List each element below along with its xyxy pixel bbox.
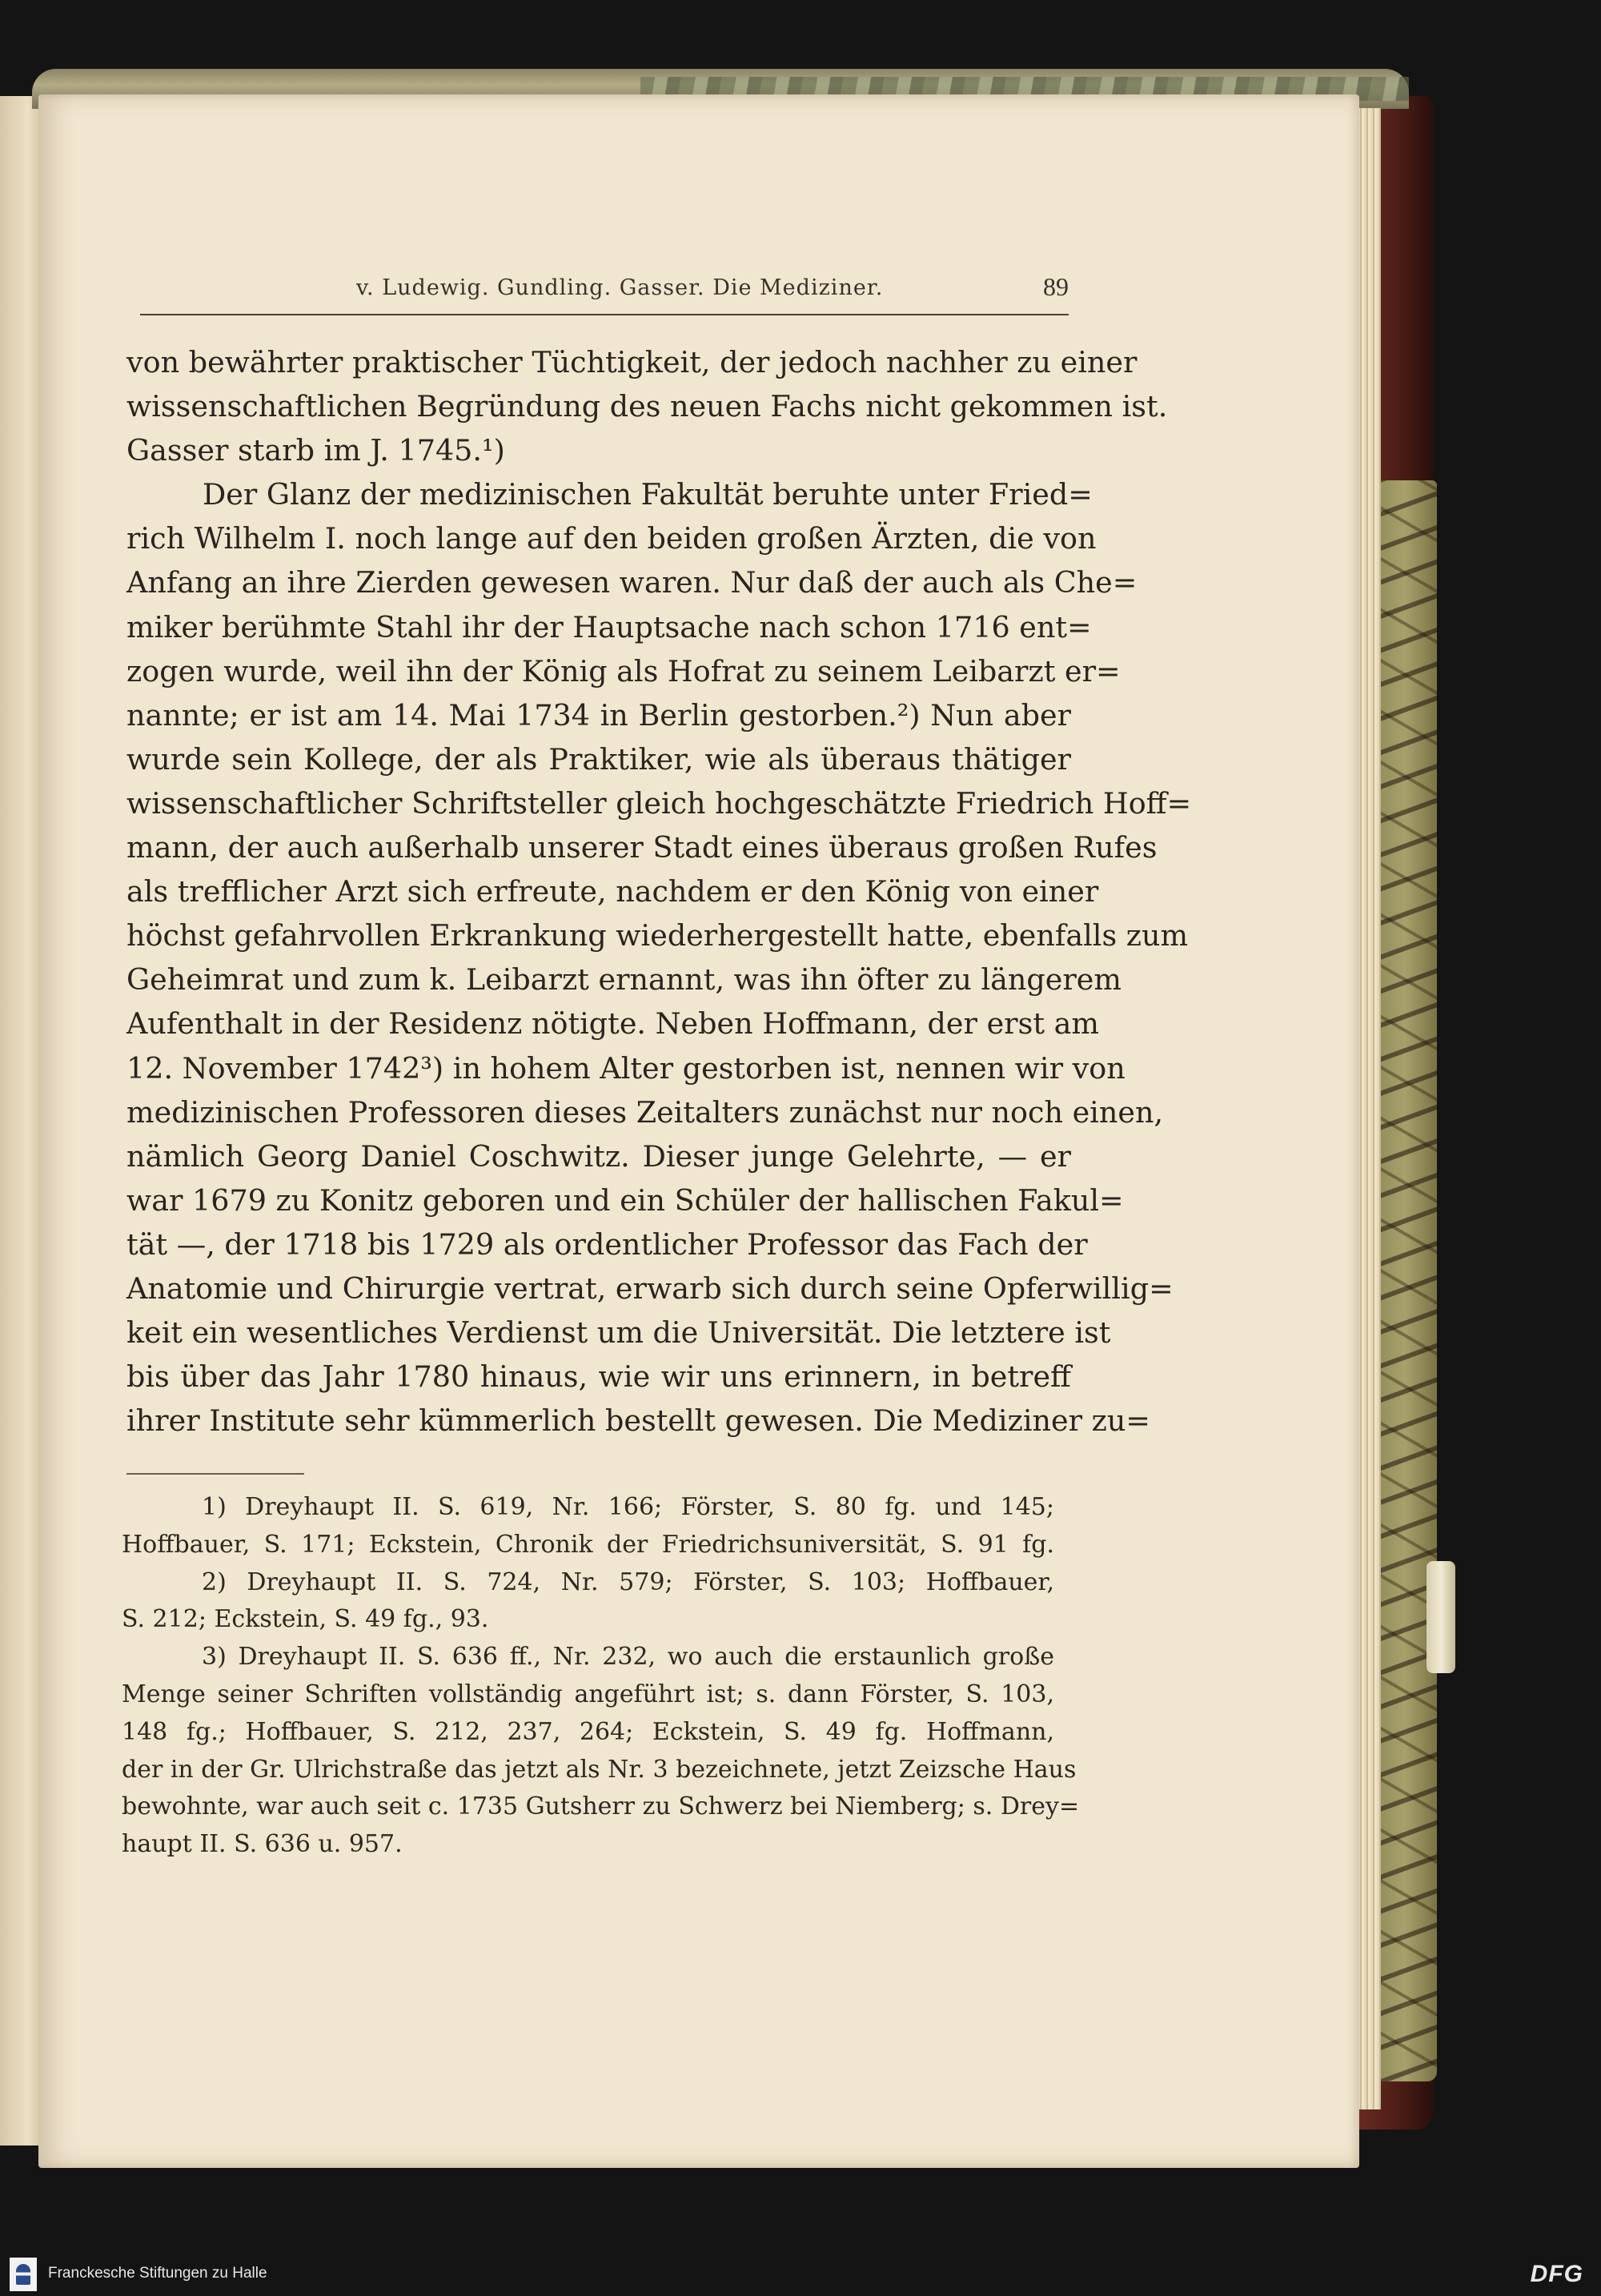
text-line: Geheimrat und zum k. Leibarzt ernannt, was ihn öfter zu längerem [126, 962, 1122, 997]
text-line: wurde sein Kollege, der als Praktiker, wie als überaus thätiger [126, 741, 1071, 777]
institution-label: Franckesche Stiftungen zu Halle [48, 2265, 267, 2282]
text-line: war 1679 zu Konitz geboren und ein Schüler der hallischen Fakul= [126, 1182, 1124, 1218]
crest-icon [16, 2264, 30, 2285]
text-line: Der Glanz der medizinischen Fakultät beruhte unter Fried= [203, 477, 1093, 512]
text-line: Anatomie und Chirurgie vertrat, erwarb sich durch seine Opferwillig= [126, 1270, 1174, 1306]
text-line: höchst gefahrvollen Erkrankung wiederhergestellt hatte, ebenfalls zum [126, 918, 1189, 953]
footnote-line: bewohnte, war auch seit c. 1735 Gutsherr zu Schwerz bei Niemberg; s. Drey= [122, 1792, 1080, 1821]
footnote-line: 148 fg.; Hoffbauer, S. 212, 237, 264; Eckstein, S. 49 fg. Hoffmann, [122, 1717, 1054, 1746]
text-line: als trefflicher Arzt sich erfreute, nachdem er den König von einer [126, 874, 1099, 909]
institution-logo-icon [10, 2258, 37, 2291]
footnote-line: der in der Gr. Ulrichstraße das jetzt als Nr. 3 bezeichnete, jetzt Zeizsche Haus [122, 1755, 1077, 1784]
text-line: nämlich Georg Daniel Coschwitz. Dieser junge Gelehrte, — er [126, 1138, 1071, 1174]
text-line: zogen wurde, weil ihn der König als Hofrat zu seinem Leibarzt er= [126, 653, 1121, 688]
running-header [140, 272, 1069, 311]
text-line: rich Wilhelm I. noch lange auf den beiden großen Ärzten, die von [126, 521, 1097, 556]
footnote-line: 1) Dreyhaupt II. S. 619, Nr. 166; Förster, S. 80 fg. und 145; [202, 1493, 1054, 1521]
text-line: 12. November 1742³) in hohem Alter gestorben ist, nennen wir von [126, 1050, 1126, 1086]
text-line: medizinischen Professoren dieses Zeitalters zunächst nur noch einen, [126, 1094, 1164, 1130]
text-line: wissenschaftlicher Schriftsteller gleich hochgeschätzte Friedrich Hoff= [126, 785, 1192, 821]
text-line: miker berühmte Stahl ihr der Hauptsache nach schon 1716 ent= [126, 609, 1092, 644]
cover-marbling [1373, 480, 1437, 2081]
footnote-line: S. 212; Eckstein, S. 49 fg., 93. [122, 1605, 489, 1634]
text-line: Anfang an ihre Zierden gewesen waren. Nur daß der auch als Che= [126, 565, 1138, 600]
running-title: v. Ludewig. Gundling. Gasser. Die Mediziner. [356, 275, 884, 300]
text-line: mann, der auch außerhalb unserer Stadt eines überaus großen Rufes [126, 830, 1158, 865]
page-number: 89 [1043, 272, 1069, 301]
book-clasp [1426, 1561, 1455, 1673]
text-line: ihrer Institute sehr kümmerlich bestellt gewesen. Die Mediziner zu= [126, 1403, 1150, 1439]
text-line: bis über das Jahr 1780 hinaus, wie wir uns erinnern, in betreff [126, 1359, 1071, 1395]
footnote-line: Hoffbauer, S. 171; Eckstein, Chronik der Friedrichsuniversität, S. 91 fg. [122, 1530, 1054, 1559]
footnote-line: 2) Dreyhaupt II. S. 724, Nr. 579; Förster, S. 103; Hoffbauer, [202, 1567, 1054, 1596]
text-line: wissenschaftlichen Begründung des neuen Fachs nicht gekommen ist. [126, 389, 1168, 424]
viewer-footer [0, 2254, 1601, 2296]
footnote-line: haupt II. S. 636 u. 957. [122, 1830, 403, 1859]
footnote-line: 3) Dreyhaupt II. S. 636 ff., Nr. 232, wo auch die erstaunlich große [202, 1643, 1054, 1672]
header-rule [140, 314, 1069, 315]
footnotes [122, 1489, 1080, 1864]
text-line: nannte; er ist am 14. Mai 1734 in Berlin gestorben.²) Nun aber [126, 697, 1071, 733]
footnote-line: Menge seiner Schriften vollständig angeführt ist; s. dann Förster, S. 103, [122, 1680, 1054, 1708]
dfg-logo: DFG [1530, 2261, 1583, 2287]
text-line: tät —, der 1718 bis 1729 als ordentlicher Professor das Fach der [126, 1226, 1088, 1262]
text-line: Aufenthalt in der Residenz nötigte. Neben Hoffmann, der erst am [126, 1006, 1099, 1042]
text-line: keit ein wesentliches Verdienst um die Universität. Die letztere ist [126, 1315, 1111, 1351]
text-line: Gasser starb im J. 1745.¹) [126, 433, 505, 468]
text-line: von bewährter praktischer Tüchtigkeit, der jedoch nachher zu einer [126, 345, 1138, 379]
footnote-rule [126, 1473, 304, 1475]
body-text [126, 340, 1192, 1443]
